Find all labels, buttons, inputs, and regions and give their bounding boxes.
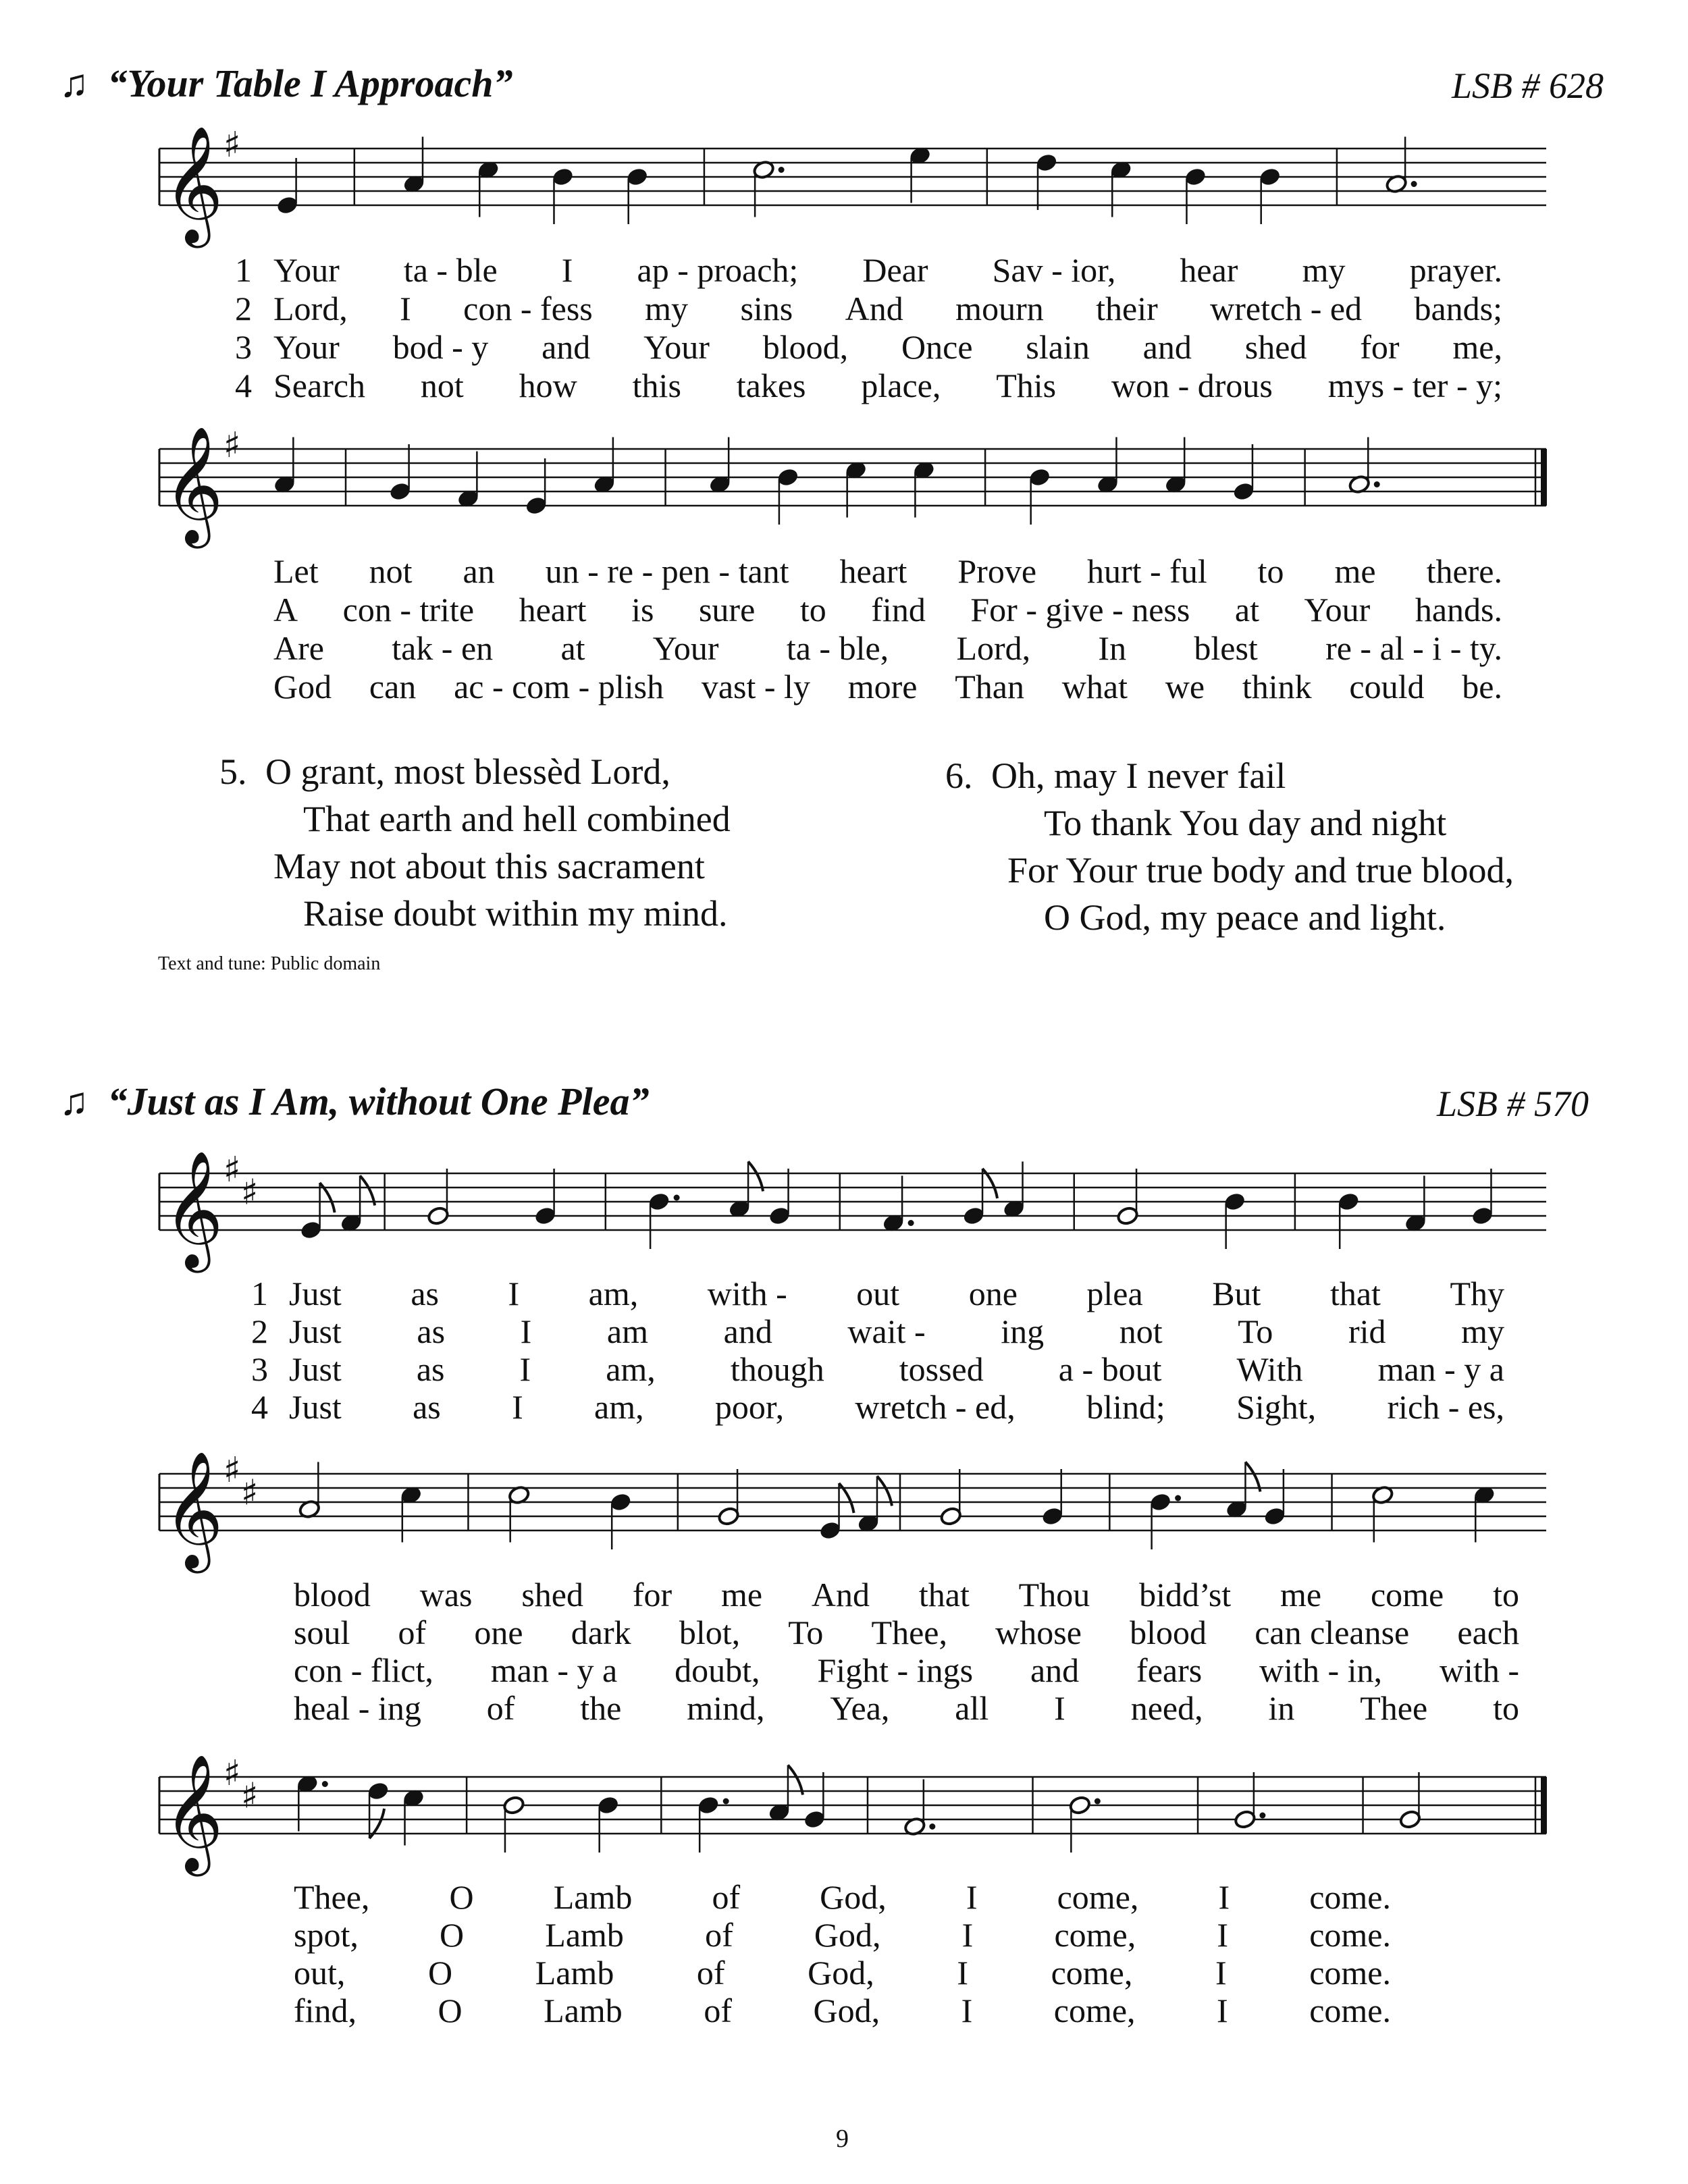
lyric-syllable: find bbox=[871, 591, 926, 629]
lyric-syllable: mind, bbox=[687, 1689, 765, 1727]
note-dot bbox=[1411, 181, 1417, 187]
lyric-syllable: am, bbox=[588, 1275, 639, 1312]
hymn-1-lyrics-system-1 bbox=[0, 251, 1688, 413]
hymn-1-staff-system-2 bbox=[0, 422, 1688, 557]
lyric-syllable: my bbox=[1461, 1312, 1504, 1350]
lyric-syllable: Your bbox=[643, 328, 710, 366]
lyric-syllable: I bbox=[561, 251, 573, 289]
lyric-syllable: come. bbox=[1309, 1916, 1391, 1954]
lyric-syllable: Lord, bbox=[273, 290, 348, 327]
lyric-syllable: And bbox=[811, 1576, 870, 1614]
lyric-syllable: dark bbox=[571, 1614, 631, 1651]
verse-number: 2 bbox=[251, 1312, 268, 1350]
lyric-syllable: blot, bbox=[679, 1614, 741, 1651]
note-dot bbox=[1094, 1799, 1101, 1805]
verse-number: 4 bbox=[235, 367, 252, 404]
lyric-syllable: as bbox=[411, 1275, 439, 1312]
key-signature-sharp-icon: ♯ bbox=[241, 1776, 259, 1817]
lyric-syllable: rid bbox=[1348, 1312, 1386, 1350]
stanza-line: O God, my peace and light. bbox=[1044, 897, 1446, 938]
lyric-syllable: whose bbox=[995, 1614, 1082, 1651]
lyric-syllable: find, bbox=[294, 1992, 357, 2029]
lyric-syllable: my bbox=[645, 290, 689, 327]
lyric-syllable: was bbox=[419, 1576, 473, 1614]
lyric-syllable: This bbox=[996, 367, 1057, 404]
lyric-syllable: come, bbox=[1051, 1954, 1133, 1992]
lyric-syllable: sins bbox=[740, 290, 793, 327]
lyric-syllable: to bbox=[1493, 1689, 1519, 1727]
lyric-syllable: ta - ble bbox=[403, 251, 498, 289]
hymn-2-number: LSB # 570 bbox=[1437, 1084, 1589, 1124]
lyric-syllable: Your bbox=[652, 629, 719, 667]
key-signature-sharp-icon: ♯ bbox=[241, 1172, 259, 1213]
lyric-syllable: as bbox=[416, 1350, 445, 1388]
lyric-syllable: and bbox=[723, 1312, 772, 1350]
treble-clef-icon: 𝄞 bbox=[163, 1451, 223, 1568]
lyric-syllable: fears bbox=[1136, 1651, 1203, 1689]
hymn-2-staff-system-1 bbox=[0, 1146, 1688, 1281]
note-dot bbox=[723, 1799, 729, 1805]
lyric-syllable: at bbox=[1234, 591, 1259, 629]
lyric-syllable: Thou bbox=[1018, 1576, 1090, 1614]
note-dot bbox=[674, 1195, 680, 1201]
hymn-2-staff-system-2 bbox=[0, 1447, 1688, 1582]
lyric-syllable: what bbox=[1061, 668, 1128, 705]
music-staff bbox=[159, 1150, 1546, 1273]
final-barline-thick bbox=[1541, 1777, 1547, 1834]
lyric-syllable: me bbox=[720, 1576, 763, 1614]
lyric-syllable: and bbox=[1142, 328, 1192, 366]
lyric-syllable: for bbox=[632, 1576, 672, 1614]
lyric-syllable: un - re - pen - tant bbox=[545, 552, 789, 590]
lyric-syllable: blood, bbox=[762, 328, 849, 366]
note-dot bbox=[1374, 481, 1380, 487]
verse-number: 3 bbox=[251, 1350, 268, 1388]
music-staff bbox=[159, 125, 1546, 248]
hymn-2-title-text: “Just as I Am, without One Plea” bbox=[107, 1080, 650, 1123]
lyric-syllable: tak - en bbox=[392, 629, 494, 667]
lyric-syllable: I bbox=[508, 1275, 520, 1312]
lyric-syllable: come. bbox=[1309, 1954, 1391, 1992]
lyric-syllable: Thee bbox=[1360, 1689, 1428, 1727]
lyric-syllable: not bbox=[420, 367, 464, 404]
lyric-syllable: doubt, bbox=[675, 1651, 760, 1689]
lyric-syllable: to bbox=[799, 591, 826, 629]
lyric-syllable: how bbox=[519, 367, 577, 404]
verse-number: 2 bbox=[235, 290, 252, 327]
lyric-syllable: with - in, bbox=[1259, 1651, 1383, 1689]
lyric-syllable: of bbox=[696, 1954, 725, 1992]
lyric-syllable: I bbox=[961, 1916, 974, 1954]
stanza-line: That earth and hell combined bbox=[303, 799, 731, 839]
music-staff bbox=[159, 1450, 1546, 1574]
lyric-syllable: place, bbox=[861, 367, 941, 404]
lyric-syllable: ap - proach; bbox=[637, 251, 799, 289]
lyric-syllable: For - give - ness bbox=[970, 591, 1190, 629]
lyric-syllable: an bbox=[463, 552, 495, 590]
lyric-syllable: God, bbox=[820, 1878, 887, 1916]
lyric-syllable: the bbox=[580, 1689, 622, 1727]
key-signature-sharp-icon: ♯ bbox=[241, 1472, 259, 1514]
lyric-syllable: O bbox=[438, 1992, 463, 2029]
lyric-syllable: To bbox=[1238, 1312, 1273, 1350]
lyric-syllable: rich - es, bbox=[1387, 1388, 1504, 1426]
lyric-syllable: re - al - i - ty. bbox=[1325, 629, 1502, 667]
lyric-syllable: I bbox=[1217, 1992, 1228, 2029]
lyric-syllable: vast - ly bbox=[701, 668, 810, 705]
lyric-syllable: each bbox=[1457, 1614, 1519, 1651]
stanza-line: For Your true body and true blood, bbox=[1007, 850, 1514, 890]
lyric-syllable: I bbox=[1054, 1689, 1065, 1727]
lyric-syllable: Lamb bbox=[535, 1954, 614, 1992]
lyric-syllable: hear bbox=[1180, 251, 1238, 289]
music-note-icon: ♫ bbox=[59, 61, 89, 105]
lyric-syllable: to bbox=[1493, 1576, 1519, 1614]
lyric-syllable: won - drous bbox=[1111, 367, 1273, 404]
lyric-syllable: of bbox=[705, 1916, 733, 1954]
stanza-line: O grant, most blessèd Lord, bbox=[265, 751, 670, 792]
lyric-syllable: me, bbox=[1452, 328, 1502, 366]
lyric-syllable: heart bbox=[839, 552, 907, 590]
lyric-syllable: I bbox=[519, 1350, 531, 1388]
lyric-syllable: blind; bbox=[1086, 1388, 1165, 1426]
lyric-syllable: hands. bbox=[1415, 591, 1502, 629]
lyric-syllable: soul bbox=[294, 1614, 350, 1651]
lyric-syllable: am, bbox=[606, 1350, 656, 1388]
lyric-syllable: A bbox=[273, 591, 298, 629]
lyric-syllable: I bbox=[400, 290, 411, 327]
lyric-syllable: mourn bbox=[955, 290, 1044, 327]
lyric-syllable: come. bbox=[1309, 1992, 1391, 2029]
hymn-1-number: LSB # 628 bbox=[1452, 65, 1604, 106]
lyric-syllable: bidd’st bbox=[1139, 1576, 1232, 1614]
lyric-syllable: all bbox=[955, 1689, 989, 1727]
lyric-syllable: not bbox=[369, 552, 413, 590]
lyric-syllable: as bbox=[413, 1388, 441, 1426]
copyright-credit: Text and tune: Public domain bbox=[158, 953, 381, 974]
lyric-syllable: shed bbox=[1244, 328, 1307, 366]
lyric-syllable: and bbox=[1030, 1651, 1080, 1689]
lyric-syllable: And bbox=[845, 290, 903, 327]
lyric-syllable: God, bbox=[814, 1916, 881, 1954]
stanza-5 bbox=[219, 748, 731, 937]
hymn-2-lyrics-system-3 bbox=[0, 1878, 1688, 2033]
lyric-syllable: at bbox=[560, 629, 585, 667]
lyric-syllable: though bbox=[730, 1350, 824, 1388]
treble-clef-icon: 𝄞 bbox=[163, 126, 223, 243]
note-dot bbox=[1175, 1495, 1181, 1501]
lyric-syllable: in bbox=[1268, 1689, 1295, 1727]
lyric-syllable: To bbox=[788, 1614, 824, 1651]
lyric-syllable: out, bbox=[294, 1954, 346, 1992]
stanza-line: Raise doubt within my mind. bbox=[303, 893, 728, 934]
lyric-syllable: heart bbox=[519, 591, 587, 629]
lyric-syllable: I bbox=[1218, 1878, 1230, 1916]
lyric-syllable: my bbox=[1302, 251, 1346, 289]
hymn-1-title-text: “Your Table I Approach” bbox=[107, 61, 513, 105]
lyric-syllable: there. bbox=[1426, 552, 1502, 590]
lyric-syllable: Sight, bbox=[1236, 1388, 1317, 1426]
lyric-syllable: come bbox=[1370, 1576, 1444, 1614]
lyric-syllable: with - bbox=[1439, 1651, 1519, 1689]
lyric-syllable: that bbox=[1329, 1275, 1381, 1312]
lyric-syllable: man - y a bbox=[1377, 1350, 1504, 1388]
lyric-syllable: man - y a bbox=[490, 1651, 618, 1689]
lyric-syllable: come, bbox=[1053, 1992, 1136, 2029]
lyric-syllable: I bbox=[512, 1388, 523, 1426]
lyric-syllable: Just bbox=[289, 1388, 342, 1426]
lyric-syllable: I bbox=[520, 1312, 532, 1350]
lyric-syllable: of bbox=[486, 1689, 515, 1727]
lyric-syllable: takes bbox=[736, 367, 806, 404]
lyric-syllable: ing bbox=[1001, 1312, 1045, 1350]
hymn-1-staff-system-1 bbox=[0, 122, 1688, 257]
lyric-syllable: Your bbox=[1304, 591, 1371, 629]
note-dot bbox=[929, 1823, 935, 1830]
lyric-syllable: to bbox=[1257, 552, 1284, 590]
lyric-syllable: be. bbox=[1462, 668, 1502, 705]
lyric-syllable: I bbox=[966, 1878, 978, 1916]
lyric-syllable: with - bbox=[707, 1275, 787, 1312]
lyric-syllable: me bbox=[1334, 552, 1376, 590]
lyric-syllable: mys - ter - y; bbox=[1327, 367, 1502, 404]
lyric-syllable: Lamb bbox=[553, 1878, 633, 1916]
lyric-syllable: bod - y bbox=[392, 328, 489, 366]
lyric-syllable: heal - ing bbox=[294, 1689, 421, 1727]
key-signature-sharp-icon: ♯ bbox=[223, 125, 241, 165]
lyric-syllable: come, bbox=[1057, 1878, 1139, 1916]
note-dot bbox=[908, 1220, 914, 1226]
lyric-syllable: Lamb bbox=[545, 1916, 624, 1954]
verse-number: 4 bbox=[251, 1388, 268, 1426]
lyric-syllable: me bbox=[1280, 1576, 1322, 1614]
lyric-syllable: come. bbox=[1309, 1878, 1391, 1916]
lyric-syllable: Lamb bbox=[544, 1992, 623, 2029]
stanza-line: To thank You day and night bbox=[1044, 803, 1447, 843]
stanza-line: Oh, may I never fail bbox=[991, 755, 1286, 796]
lyric-syllable: can cleanse bbox=[1255, 1614, 1410, 1651]
lyric-syllable: tossed bbox=[899, 1350, 984, 1388]
hymn-2-lyrics-system-1 bbox=[0, 1275, 1688, 1430]
lyric-syllable: con - trite bbox=[342, 591, 475, 629]
lyric-syllable: Let bbox=[273, 552, 319, 590]
treble-clef-icon: 𝄞 bbox=[163, 1754, 223, 1871]
lyric-syllable: this bbox=[632, 367, 681, 404]
lyric-syllable: Your bbox=[273, 328, 340, 366]
lyric-syllable: Thee, bbox=[871, 1614, 947, 1651]
lyric-syllable: Dear bbox=[862, 251, 928, 289]
lyric-syllable: Once bbox=[901, 328, 973, 366]
lyric-syllable: I bbox=[1215, 1954, 1227, 1992]
lyric-syllable: But bbox=[1212, 1275, 1261, 1312]
stanza-6-number: 6. bbox=[945, 755, 973, 796]
lyric-syllable: come, bbox=[1054, 1916, 1136, 1954]
lyric-syllable: God bbox=[273, 668, 332, 705]
lyric-syllable: O bbox=[440, 1916, 465, 1954]
lyric-syllable: I bbox=[961, 1992, 973, 2029]
lyric-syllable: as bbox=[417, 1312, 446, 1350]
lyric-syllable: hurt - ful bbox=[1086, 552, 1207, 590]
verse-number: 3 bbox=[235, 328, 252, 366]
lyric-syllable: blood bbox=[294, 1576, 371, 1614]
key-signature-sharp-icon: ♯ bbox=[223, 1450, 241, 1491]
lyric-syllable: prayer. bbox=[1409, 251, 1502, 289]
lyric-syllable: Are bbox=[273, 629, 324, 667]
lyric-syllable: think bbox=[1242, 668, 1312, 705]
lyric-syllable: con - flict, bbox=[294, 1651, 433, 1689]
lyric-syllable: wait - bbox=[847, 1312, 926, 1350]
page-number: 9 bbox=[836, 2125, 849, 2153]
lyric-syllable: ta - ble, bbox=[786, 629, 889, 667]
lyric-syllable: Your bbox=[273, 251, 340, 289]
lyric-syllable: Search bbox=[273, 367, 366, 404]
lyric-syllable: we bbox=[1165, 668, 1205, 705]
lyric-syllable: need, bbox=[1130, 1689, 1203, 1727]
lyric-syllable: one bbox=[474, 1614, 523, 1651]
lyric-syllable: and bbox=[542, 328, 591, 366]
lyric-syllable: spot, bbox=[294, 1916, 359, 1954]
lyric-syllable: Fight - ings bbox=[817, 1651, 974, 1689]
lyric-syllable: sure bbox=[698, 591, 756, 629]
lyric-syllable: is bbox=[631, 591, 654, 629]
lyric-syllable: one bbox=[968, 1275, 1018, 1312]
stanza-6 bbox=[945, 752, 1514, 941]
hymn-2-lyrics-system-2 bbox=[0, 1576, 1688, 1731]
note-dot bbox=[1259, 1813, 1265, 1819]
lyric-syllable: blest bbox=[1194, 629, 1258, 667]
note-dot bbox=[779, 167, 785, 173]
lyric-syllable: more bbox=[847, 668, 918, 705]
lyric-syllable: of bbox=[398, 1614, 427, 1651]
lyric-syllable: plea bbox=[1086, 1275, 1143, 1312]
treble-clef-icon: 𝄞 bbox=[163, 1150, 223, 1268]
lyric-syllable: am, bbox=[594, 1388, 644, 1426]
lyric-syllable: poor, bbox=[714, 1388, 785, 1426]
lyric-syllable: In bbox=[1098, 629, 1127, 667]
note-dot bbox=[322, 1781, 328, 1787]
lyric-syllable: slain bbox=[1026, 328, 1090, 366]
stanza-line: May not about this sacrament bbox=[273, 846, 705, 886]
treble-clef-icon: 𝄞 bbox=[163, 426, 223, 543]
lyric-syllable: Sav - ior, bbox=[992, 251, 1116, 289]
verse-number: 1 bbox=[251, 1275, 268, 1312]
lyric-syllable: bands; bbox=[1414, 290, 1502, 327]
lyric-syllable: Lord, bbox=[956, 629, 1031, 667]
hymn-1-title bbox=[59, 61, 512, 106]
lyric-syllable: wretch - ed bbox=[1210, 290, 1363, 327]
lyric-syllable: God, bbox=[808, 1954, 874, 1992]
lyric-syllable: am bbox=[606, 1312, 649, 1350]
lyric-syllable: wretch - ed, bbox=[855, 1388, 1016, 1426]
final-barline-thick bbox=[1541, 449, 1547, 506]
verse-number: 1 bbox=[235, 251, 252, 289]
lyric-syllable: Thy bbox=[1450, 1275, 1504, 1312]
stanza-5-number: 5. bbox=[219, 751, 247, 792]
lyric-syllable: their bbox=[1096, 290, 1158, 327]
lyric-syllable: O bbox=[449, 1878, 474, 1916]
lyric-syllable: could bbox=[1349, 668, 1425, 705]
hymn-2-staff-system-3 bbox=[0, 1750, 1688, 1885]
lyric-syllable: Just bbox=[289, 1350, 342, 1388]
lyric-syllable: With bbox=[1236, 1350, 1303, 1388]
lyric-syllable: a - bout bbox=[1058, 1350, 1162, 1388]
lyric-syllable: shed bbox=[521, 1576, 583, 1614]
hymn-1-lyrics-system-2 bbox=[0, 552, 1688, 714]
music-staff bbox=[159, 1753, 1547, 1877]
key-signature-sharp-icon: ♯ bbox=[223, 1150, 241, 1190]
lyric-syllable: Yea, bbox=[830, 1689, 890, 1727]
lyric-syllable: out bbox=[856, 1275, 900, 1312]
hymn-2-title bbox=[59, 1079, 649, 1124]
lyric-syllable: of bbox=[712, 1878, 741, 1916]
lyric-syllable: for bbox=[1360, 328, 1400, 366]
lyric-syllable: I bbox=[1217, 1916, 1229, 1954]
lyric-syllable: not bbox=[1119, 1312, 1163, 1350]
music-staff bbox=[159, 425, 1547, 549]
key-signature-sharp-icon: ♯ bbox=[223, 425, 241, 466]
lyric-syllable: blood bbox=[1130, 1614, 1207, 1651]
lyric-syllable: Just bbox=[289, 1312, 342, 1350]
lyric-syllable: con - fess bbox=[463, 290, 593, 327]
lyric-syllable: God, bbox=[813, 1992, 880, 2029]
lyric-syllable: Than bbox=[955, 668, 1024, 705]
lyric-syllable: Just bbox=[289, 1275, 342, 1312]
lyric-syllable: can bbox=[369, 668, 417, 705]
music-note-icon: ♫ bbox=[59, 1080, 89, 1123]
lyric-syllable: ac - com - plish bbox=[454, 668, 664, 705]
lyric-syllable: that bbox=[918, 1576, 970, 1614]
lyric-syllable: Thee, bbox=[294, 1878, 370, 1916]
lyric-syllable: of bbox=[704, 1992, 732, 2029]
lyric-syllable: I bbox=[957, 1954, 969, 1992]
key-signature-sharp-icon: ♯ bbox=[223, 1753, 241, 1794]
lyric-syllable: O bbox=[427, 1954, 453, 1992]
lyric-syllable: Prove bbox=[957, 552, 1037, 590]
